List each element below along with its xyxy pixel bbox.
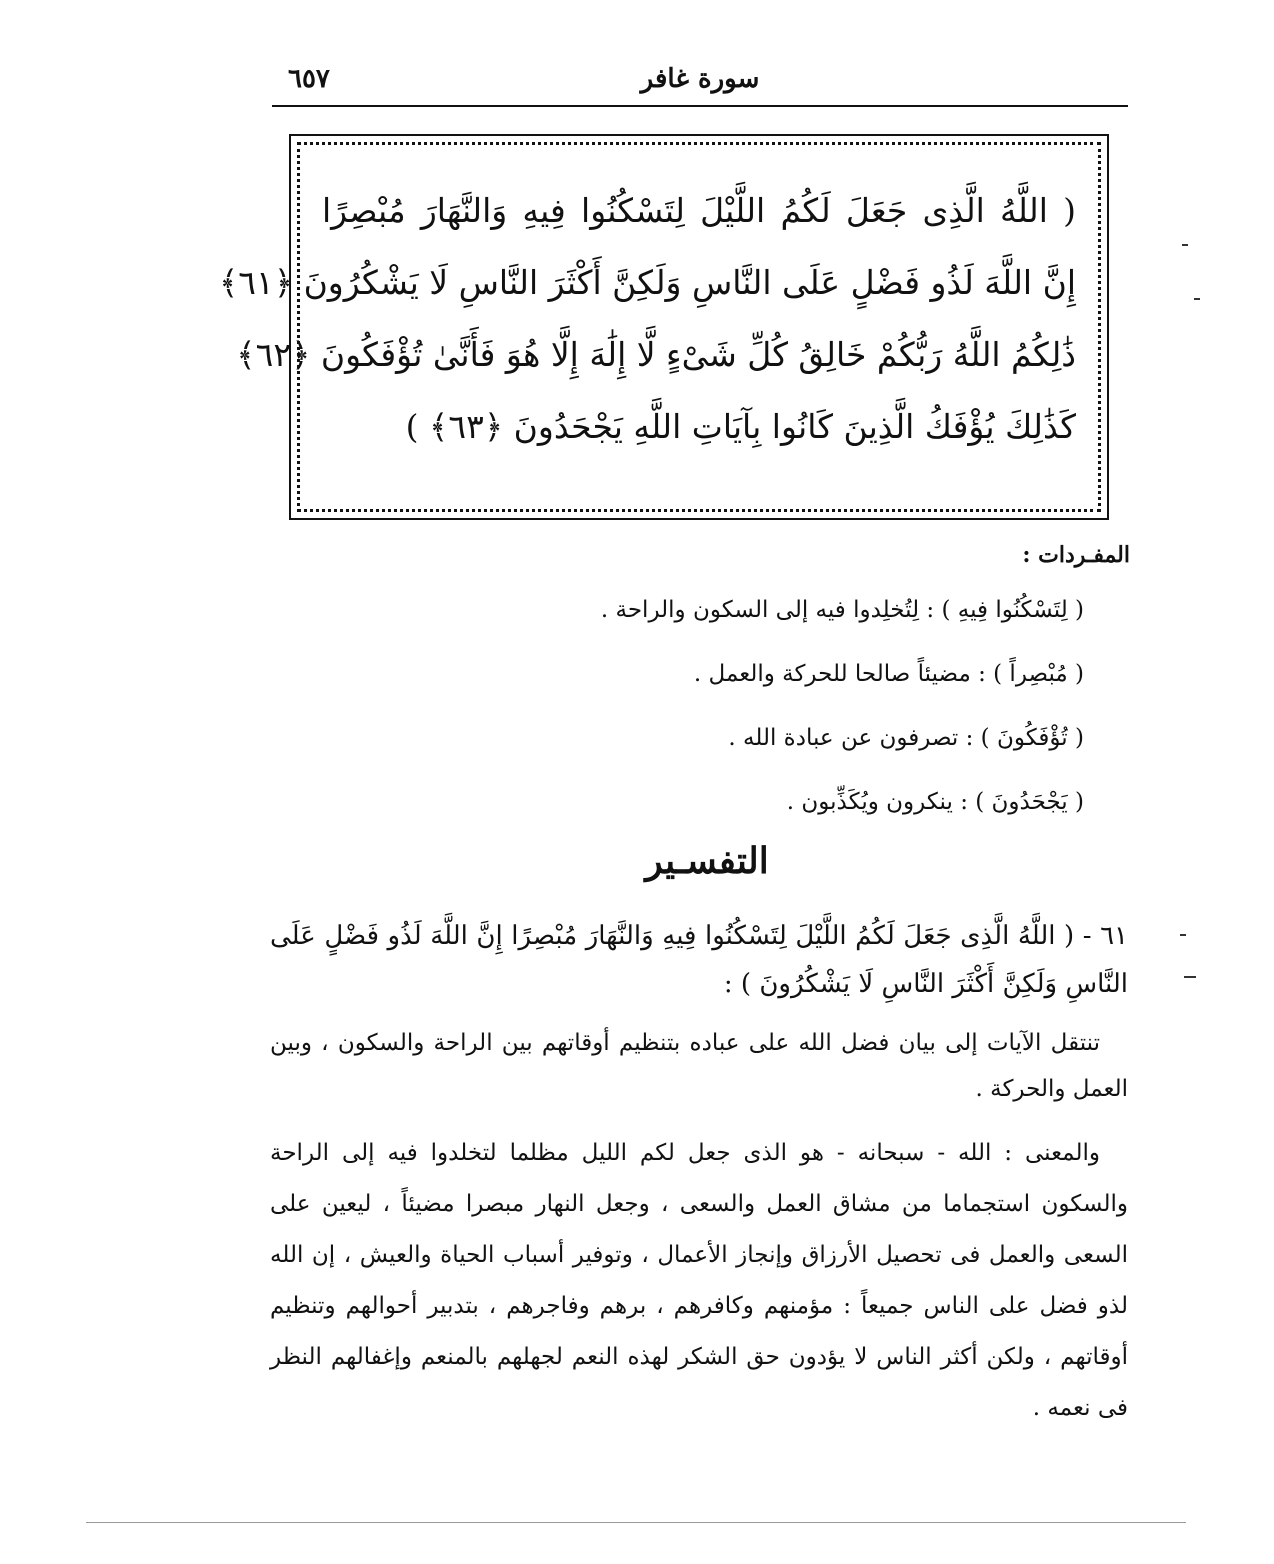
vocabulary-item: ( مُبْصِراً ) : مضيئاً صالحا للحركة والعمل .	[693, 661, 1084, 687]
vocabulary-item: ( لِتَسْكُنُوا فِيهِ ) : لِتُخلِدوا فيه إلى السكون والراحة .	[600, 597, 1084, 623]
tafsir-paragraph-1	[270, 1020, 1128, 1112]
verse-line-3: ذَٰلِكُمُ اللَّهُ رَبُّكُمْ خَالِقُ كُلِّ شَىْءٍ لَّا إِلَٰهَ إِلَّا هُوَ فَأَنَّىٰ تُؤْفَكُونَ ﴿٦٢﴾	[236, 335, 1076, 374]
margin-mark	[1182, 244, 1188, 246]
verse-text	[218, 175, 1076, 463]
verse-frame	[218, 142, 1101, 512]
margin-mark	[1180, 934, 1186, 936]
margin-mark	[1184, 976, 1196, 978]
tafsir-paragraph-1-text: تنتقل الآيات إلى بيان فضل الله على عباده بتنظيم أوقاتهم بين الراحة والسكون ، وبين العمل والحركة .	[270, 1030, 1128, 1102]
surah-title: سورة غافر	[640, 64, 760, 94]
tafsir-paragraph-2	[270, 1128, 1128, 1434]
vocabulary-heading: المفـردات :	[1022, 542, 1130, 568]
page-number: ٦٥٧	[288, 64, 330, 94]
verse-line-1: ( اللَّهُ الَّذِى جَعَلَ لَكُمُ اللَّيْلَ لِتَسْكُنُوا فِيهِ وَالنَّهَارَ مُبْصِرًا	[322, 191, 1076, 230]
tafsir-heading: التفسـير	[645, 840, 769, 882]
verse-line-2: إِنَّ اللَّهَ لَذُو فَضْلٍ عَلَى النَّاسِ وَلَكِنَّ أَكْثَرَ النَّاسِ لَا يَشْكُرُونَ ﴿٦١﴾	[218, 263, 1076, 302]
vocabulary-list	[264, 590, 1084, 846]
header-divider	[272, 105, 1128, 107]
scan-bottom-line	[86, 1522, 1186, 1523]
verse-line-4: كَذَٰلِكَ يُؤْفَكُ الَّذِينَ كَانُوا بِآيَاتِ اللَّهِ يَجْحَدُونَ ﴿٦٣﴾ )	[405, 407, 1076, 446]
vocabulary-item: ( يَجْحَدُونَ ) : ينكرون ويُكَذِّبون .	[786, 789, 1084, 815]
vocabulary-item: ( تُؤْفَكُونَ ) : تصرفون عن عبادة الله .	[728, 725, 1084, 751]
tafsir-verse-reference: ٦١ - ( اللَّهُ الَّذِى جَعَلَ لَكُمُ اللَّيْلَ لِتَسْكُنُوا فِيهِ وَالنَّهَارَ مُبْصِرًا إِنَّ اللَّهَ لَذُو فَضْلٍ عَلَى النَّاسِ وَلَكِنَّ أَكْثَرَ النَّاسِ لَا يَشْكُرُونَ ) :	[270, 921, 1128, 999]
tafsir-paragraph-2-text: والمعنى : الله - سبحانه - هو الذى جعل لكم الليل مظلما لتخلدوا فيه إلى الراحة والسكون استجماما من مشاق العمل والسعى ، وجعل النهار مبصرا مضيئاً ، ليعين على السعى والعمل فى تحصيل الأرزاق وإنجاز الأعمال ، وتوفير أسباب الحياة والعيش ، إن الله لذو فضل على الناس جميعاً : مؤمنهم وكافرهم ، برهم وفاجرهم ، بتدبير أحوالهم وتنظيم أوقاتهم ، ولكن أكثر الناس لا يؤدون حق الشكر لهذه النعم لجهلهم بالمنعم وإغفالهم النظر فى نعمه .	[270, 1140, 1128, 1421]
page-header	[272, 62, 1128, 102]
margin-mark	[1194, 298, 1200, 300]
